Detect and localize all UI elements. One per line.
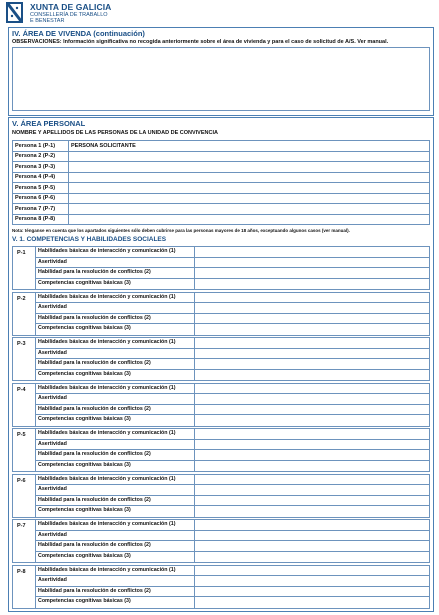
skill-label: Asertividad [35,485,195,495]
skill-value-field[interactable] [195,461,430,472]
skills-block [12,519,430,563]
skill-row [35,359,430,370]
header [6,2,206,26]
skill-row [35,597,430,608]
person-row [13,204,430,215]
skills-block [12,474,430,518]
section-iv-title: IV. ÁREA DE VIVENDA (continuación) [12,29,145,38]
skills-block [12,428,430,472]
skill-row [35,520,430,531]
person-label: Persona 5 (P-5) [13,183,69,194]
skill-row [35,405,430,416]
age-note: Nota: ténganse en cuenta que los apartados siguientes sólo deben cubrirse para las personas mayores de 18 años, exceptuando algunos casos (ver manual). [12,228,350,233]
skill-row [35,415,430,426]
skill-value-field[interactable] [195,247,430,257]
skill-value-field[interactable] [195,314,430,324]
section-v-personal [8,117,434,612]
skill-value-field[interactable] [195,597,430,608]
skill-label: Asertividad [35,394,195,404]
skill-label: Asertividad [35,440,195,450]
skill-value-field[interactable] [195,450,430,460]
skill-value-field[interactable] [195,293,430,303]
skill-label: Competencias cognitivas básicas (3) [35,415,195,426]
skill-label: Asertividad [35,576,195,586]
skill-row [35,247,430,258]
skill-label: Habilidad para la resolución de conflictos (2) [35,314,195,324]
skill-row [35,450,430,461]
skill-label: Competencias cognitivas básicas (3) [35,279,195,290]
dept-line-2: E BENESTAR [30,18,65,24]
person-name-field[interactable]: PERSONA SOLICITANTE [69,141,430,152]
skill-row [35,394,430,405]
skill-label: Habilidad para la resolución de conflictos (2) [35,541,195,551]
skill-label: Asertividad [35,349,195,359]
person-name-field[interactable] [69,172,430,183]
skill-value-field[interactable] [195,475,430,485]
skill-label: Habilidades básicas de interacción y comunicación (1) [35,520,195,530]
skill-label: Habilidad para la resolución de conflictos (2) [35,359,195,369]
person-code: P-8 [17,568,26,575]
skill-value-field[interactable] [195,415,430,426]
person-label: Persona 2 (P-2) [13,151,69,162]
skill-label: Competencias cognitivas básicas (3) [35,461,195,472]
skill-row [35,485,430,496]
skill-value-field[interactable] [195,338,430,348]
person-row [13,162,430,173]
skill-label: Habilidades básicas de interacción y comunicación (1) [35,475,195,485]
skill-row [35,279,430,290]
skill-row [35,496,430,507]
skill-row [35,349,430,360]
skill-label: Habilidad para la resolución de conflictos (2) [35,268,195,278]
person-name-field[interactable] [69,162,430,173]
skill-value-field[interactable] [195,531,430,541]
skill-label: Habilidad para la resolución de conflictos (2) [35,405,195,415]
skill-value-field[interactable] [195,587,430,597]
skill-label: Competencias cognitivas básicas (3) [35,597,195,608]
person-code: P-3 [17,341,26,347]
person-row [13,193,430,204]
person-code: P-2 [17,295,26,302]
skills-block [12,383,430,427]
skill-row [35,531,430,542]
skill-label: Habilidades básicas de interacción y comunicación (1) [35,247,195,257]
person-code: P-6 [17,477,26,484]
person-row [13,214,430,225]
skill-row [35,370,430,381]
person-name-field[interactable] [69,204,430,215]
skill-value-field[interactable] [195,485,430,495]
skill-label: Habilidades básicas de interacción y comunicación (1) [35,384,195,394]
skill-row [35,566,430,577]
skill-row [35,324,430,335]
skill-value-field[interactable] [195,303,430,313]
person-label: Persona 1 (P-1) [13,141,69,152]
skill-label: Competencias cognitivas básicas (3) [35,552,195,563]
skill-value-field[interactable] [195,384,430,394]
skill-row [35,552,430,563]
person-row [13,151,430,162]
skill-label: Habilidades básicas de interacción y comunicación (1) [35,338,195,348]
skill-row [35,429,430,440]
skills-block [12,565,430,609]
skills-block [12,246,430,290]
skill-value-field[interactable] [195,258,430,268]
person-name-field[interactable] [69,183,430,194]
person-name-field[interactable] [69,193,430,204]
dept-line-1: CONSELLERÍA DE TRABALLO [30,12,108,18]
skill-label: Habilidad para la resolución de conflictos (2) [35,496,195,506]
section-v-title: V. ÁREA PERSONAL [12,119,86,128]
skill-value-field[interactable] [195,349,430,359]
skill-row [35,475,430,486]
skill-label: Asertividad [35,258,195,268]
skill-label: Asertividad [35,531,195,541]
skill-label: Habilidades básicas de interacción y comunicación (1) [35,429,195,439]
person-code: P-7 [17,523,26,529]
person-code: P-1 [17,250,26,256]
skill-value-field[interactable] [195,370,430,381]
person-label: Persona 8 (P-8) [13,214,69,225]
skill-value-field[interactable] [195,429,430,439]
person-code: P-4 [17,386,26,393]
skill-value-field[interactable] [195,496,430,506]
skill-row [35,314,430,325]
skill-row [35,576,430,587]
person-label: Persona 7 (P-7) [13,204,69,215]
skill-value-field[interactable] [195,394,430,404]
skill-row [35,461,430,472]
section-iv-housing [8,27,434,116]
observations-label: OBSERVACIONES: Información significativa no recogida anteriormente sobre el área de vivienda y para el caso de solicitud de A/S. Ver manual. [12,39,389,45]
skill-value-field[interactable] [195,359,430,369]
skill-row [35,587,430,598]
skill-label: Habilidad para la resolución de conflictos (2) [35,450,195,460]
skill-value-field[interactable] [195,268,430,278]
person-row [13,172,430,183]
skill-row [35,541,430,552]
skill-value-field[interactable] [195,520,430,530]
skill-value-field[interactable] [195,566,430,576]
skill-value-field[interactable] [195,405,430,415]
xunta-logo-icon [6,2,23,23]
skill-label: Competencias cognitivas básicas (3) [35,370,195,381]
skill-value-field[interactable] [195,279,430,290]
observations-field[interactable] [12,47,430,111]
skill-label: Competencias cognitivas básicas (3) [35,506,195,517]
skill-value-field[interactable] [195,552,430,563]
skill-value-field[interactable] [195,576,430,586]
skill-row [35,303,430,314]
org-name: XUNTA DE GALICIA [30,2,112,12]
skill-label: Asertividad [35,303,195,313]
skill-row [35,293,430,304]
skills-block [12,337,430,381]
skill-label: Habilidades básicas de interacción y comunicación (1) [35,566,195,576]
skill-value-field[interactable] [195,506,430,517]
person-name-field[interactable] [69,214,430,225]
social-skills-title: V. 1. COMPETENCIAS Y HABILIDADES SOCIALES [12,236,167,243]
skills-block [12,292,430,336]
person-code: P-5 [17,432,26,438]
skill-label: Habilidades básicas de interacción y comunicación (1) [35,293,195,303]
household-members-heading: NOMBRE Y APELLIDOS DE LAS PERSONAS DE LA UNIDAD DE CONVIVENCIA [12,130,218,136]
skill-label: Habilidad para la resolución de conflictos (2) [35,587,195,597]
skill-row [35,258,430,269]
person-label: Persona 4 (P-4) [13,172,69,183]
person-row [13,141,430,152]
skill-row [35,268,430,279]
skill-row [35,506,430,517]
person-label: Persona 3 (P-3) [13,162,69,173]
skill-row [35,338,430,349]
skill-value-field[interactable] [195,324,430,335]
person-name-field[interactable] [69,151,430,162]
skill-row [35,440,430,451]
person-label: Persona 6 (P-6) [13,193,69,204]
skill-value-field[interactable] [195,541,430,551]
skill-value-field[interactable] [195,440,430,450]
skill-label: Competencias cognitivas básicas (3) [35,324,195,335]
skill-row [35,384,430,395]
household-members-table [12,140,430,225]
person-row [13,183,430,194]
